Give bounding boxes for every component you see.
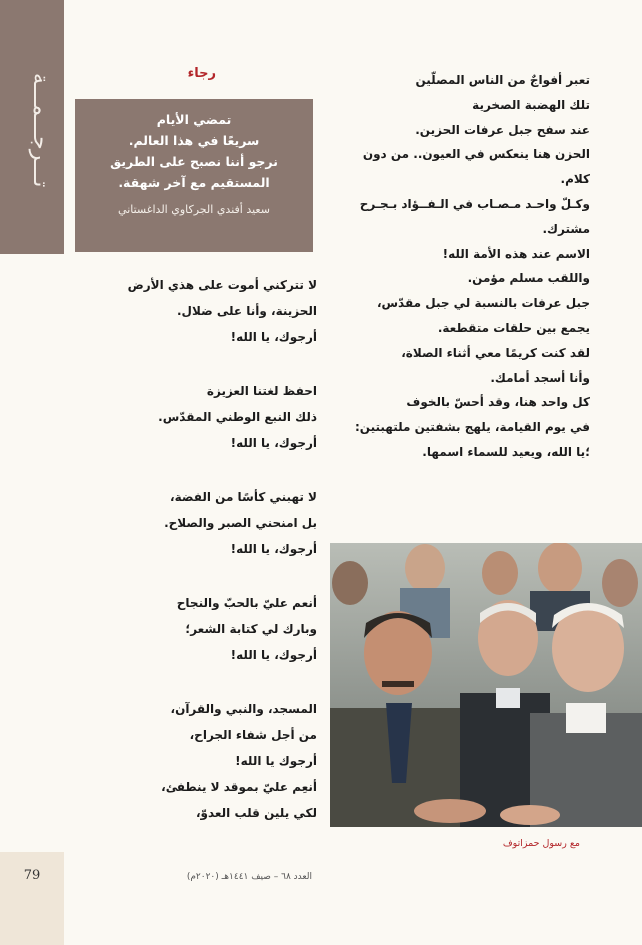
- text-line: الحزن هنا ينعكس في العيون.. من دون: [362, 147, 590, 162]
- poem-stanza: [72, 378, 317, 456]
- page-number: 79: [23, 868, 41, 883]
- text-line: مشترك.: [542, 221, 590, 236]
- poem-line: أرجوك، يا الله!: [230, 542, 317, 556]
- poem-line: من أجل شفاء الجراح،: [189, 728, 317, 742]
- text-line: وأنا أسجد أمامك.: [490, 370, 590, 385]
- quote-line: نرجو أننا نصبح على الطريق: [110, 154, 278, 169]
- poem-stanza: [72, 696, 317, 826]
- text-line: لقد كنت كريمًا معي أثناء الصلاة،: [401, 345, 590, 360]
- text-line: عند سفح جبل عرفات الحزين.: [415, 122, 590, 137]
- poem-line: أنعِم عليّ بموقد لا ينطفئ،: [161, 780, 317, 794]
- poem-line: أنعم عليّ بالحبّ والنجاح: [176, 596, 317, 610]
- section-label: رجاء: [187, 66, 216, 81]
- page-number-band: [0, 852, 64, 945]
- poem: [72, 272, 317, 854]
- text-line: كلام.: [560, 172, 590, 187]
- issue-info: العدد ٦٨ – صيف ١٤٤١هـ (٢٠٢٠م): [186, 872, 312, 882]
- poem-line: أرجوك، يا الله!: [230, 436, 317, 450]
- poem-line: المسجد، والنبي والقرآن،: [170, 702, 317, 716]
- poem-line: أرجوك يا الله!: [235, 754, 317, 768]
- poem-stanza: [72, 484, 317, 562]
- text-line: وكـلّ واحـد مـصـاب في الـفــؤاد بـجـرح: [359, 196, 590, 211]
- text-line: الاسم عند هذه الأمة الله!: [442, 246, 590, 261]
- quote-box: [75, 99, 313, 252]
- poem-line: بل امنحني الصبر والصلاح.: [164, 516, 317, 530]
- poem-line: أرجوك، يا الله!: [230, 648, 317, 662]
- poem-line: وبارك لي كتابة الشعر؛: [185, 622, 317, 636]
- text-line: جبل عرفات بالنسبة لي جبل مقدّس،: [376, 296, 590, 311]
- text-line: يجمع بين حلقات متقطعة.: [437, 320, 590, 335]
- main-text: [340, 68, 590, 465]
- side-title-band: [0, 0, 64, 254]
- poem-line: احفظ لغتنا العزيزة: [206, 384, 317, 398]
- text-line: تلك الهضبة الصخرية: [472, 97, 590, 112]
- photo-caption: مع رسول حمزاتوف: [502, 838, 580, 849]
- text-line: تعبر أفواجٌ من الناس المصلّين: [415, 73, 590, 87]
- quote-line: سريعًا في هذا العالم.: [128, 133, 260, 148]
- photo: [330, 543, 642, 827]
- text-line: كل واحد هنا، وقد أحسّ بالخوف: [406, 395, 590, 410]
- text-line: ؛يا الله، ويعيد للسماء اسمها.: [422, 444, 590, 459]
- photo-illustration: [330, 543, 642, 827]
- poem-line: ذلك النبع الوطني المقدّس.: [158, 410, 317, 424]
- text-line: في يوم القيامة، يلهج بشفتين ملتهبتين:: [354, 420, 590, 435]
- quote-line: تمضي الأيام: [156, 112, 232, 127]
- poem-line: لا تتركني أموت على هذي الأرض: [127, 278, 317, 292]
- poem-line: لكي يلين قلب العدوّ،: [195, 806, 317, 820]
- poem-line: لا تهبني كأسًا من الفضة،: [170, 490, 317, 504]
- quote-line: المستقيم مع آخر شهقة.: [118, 175, 270, 190]
- poem-stanza: [72, 272, 317, 350]
- quote-author: سعيد أفندي الجركاوي الداغستاني: [118, 203, 270, 216]
- text-line: واللقب مسلم مؤمن.: [467, 271, 590, 286]
- side-title: تـــرجـــمـــة: [28, 72, 53, 188]
- poem-line: أرجوك، يا الله!: [230, 330, 317, 344]
- poem-stanza: [72, 590, 317, 668]
- poem-line: الحزينة، وأنا على ضلال.: [176, 304, 317, 318]
